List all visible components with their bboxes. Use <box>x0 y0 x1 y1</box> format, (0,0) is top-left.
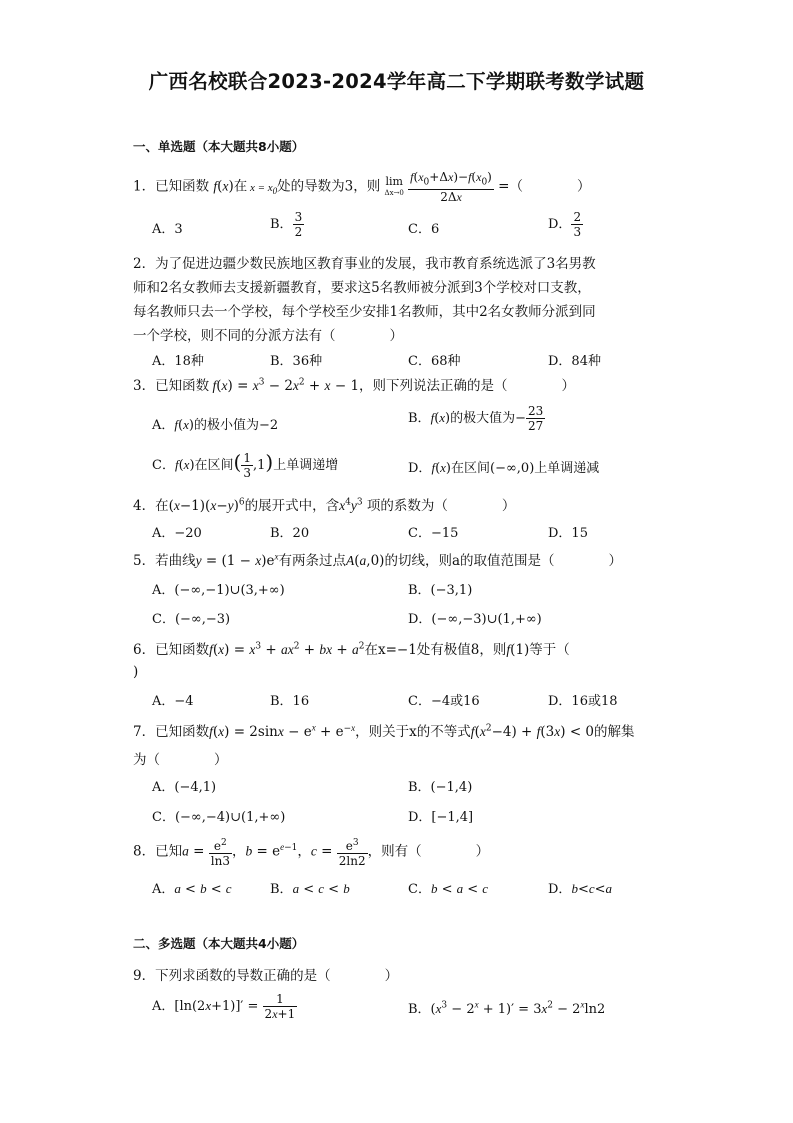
q2-option-d: D．84种 <box>548 354 601 369</box>
question-2-line-4: 一个学校，则不同的分派方法有（ ） <box>133 328 403 344</box>
q9-option-b: B．$(x^3 - 2^x + 1)' = 3x^2 - 2^x\ln 2$ <box>408 999 606 1017</box>
q6-option-c: C．−4或16 <box>408 694 480 709</box>
question-9: 9．下列求函数的导数正确的是（ ） <box>133 968 399 984</box>
question-2-line-3: 每名教师只去一个学校，每个学校至少安排1名教师，其中2名女教师分派到同 <box>133 304 596 320</box>
q5-option-a: A．(−∞,−1)∪(3,+∞) <box>152 583 285 598</box>
q3-option-c: C．f(x)在区间( $\frac{1}{3}$ ,1)上单调递增 <box>152 450 339 480</box>
q5-option-d: D．(−∞,−3)∪(1,+∞) <box>408 612 542 627</box>
q1-option-a: A．3 <box>152 222 183 237</box>
q1-option-c: C．6 <box>408 222 440 237</box>
q4-option-b: B．20 <box>270 526 310 541</box>
question-6: 6．已知函数$f(x) = x^3 + ax^2$ + bx + $a^2$在x=−1处有极值8，则f(1)等于（ <box>133 641 570 658</box>
section-heading-single: 一、单选题（本大题共8小题） <box>133 139 305 154</box>
question-7-line-2: 为（ ） <box>133 752 228 768</box>
question-3: 3．已知函数 $f(x) = x^3 - 2x^2 + x - 1$，则下列说法正确的是（ ） <box>133 377 576 394</box>
q8-option-b: B．a < c < b <box>270 881 350 897</box>
q8-option-c: C．b < a < c <box>408 881 489 897</box>
question-2-line-2: 师和2名女教师去支援新疆教育，要求这5名教师被分派到3个学校对口支教， <box>133 280 591 296</box>
q3-option-d: D．f(x)在区间(−∞,0)上单调递减 <box>408 460 600 476</box>
q1-option-d: D． $\frac{2}{3}$ <box>548 210 582 239</box>
question-6-close: ) <box>133 664 139 680</box>
q4-option-d: D．15 <box>548 526 588 541</box>
question-4: 4．在$(x-1)(x-y)^6$的展开式中，含$x^4y^3$ 项的系数为（ ） <box>133 497 516 514</box>
q7-option-c: C．(−∞,−4)∪(1,+∞) <box>152 810 286 825</box>
q4-option-c: C．−15 <box>408 526 459 541</box>
q1-option-b: B． $\frac{3}{2}$ <box>270 210 303 239</box>
q5-option-c: C．(−∞,−3) <box>152 612 231 627</box>
question-8: 8．已知a = $\frac{e^2}{\ln 3}$ ，$b = e^{e-1}$，c = $\frac{e^3}{2\ln 2}$ ，则有（ ） <box>133 838 490 868</box>
q3-option-b: B．f(x)的极大值为− $\frac{23}{27}$ <box>408 404 544 433</box>
q3-option-a: A．f(x)的极小值为−2 <box>152 417 279 433</box>
q8-option-d: D．b<c<a <box>548 881 613 897</box>
q8-option-a: A．a < b < c <box>152 881 232 897</box>
q7-option-d: D．[−1,4] <box>408 810 474 825</box>
question-7: 7．已知函数$f(x) = 2\sin x - e^x + e^{-x}$，则关于x的不等式$f(x^2-4) + f(3x) < 0$的解集 <box>133 722 635 740</box>
q7-option-a: A．(−4,1) <box>152 780 217 795</box>
q6-option-a: A．−4 <box>152 694 194 709</box>
q2-option-c: C．68种 <box>408 354 461 369</box>
q5-option-b: B．(−3,1) <box>408 583 473 598</box>
q4-option-a: A．−20 <box>152 526 202 541</box>
question-1: 1．已知函数 f(x)在 $x = x_0$处的导数为3，则 lim Δx→0 $\frac{f(x_0+\Delta x)-f(x_0)}{2\Delta x}$ =（ ） <box>133 170 591 205</box>
page-title: 广西名校联合2023-2024学年高二下学期联考数学试题 <box>148 70 645 93</box>
q6-option-b: B．16 <box>270 694 310 709</box>
q2-option-b: B．36种 <box>270 354 323 369</box>
q9-option-a: A．[ln(2x+1)]′ = $\frac{1}{2x+1}$ <box>152 992 296 1021</box>
q2-option-a: A．18种 <box>152 354 204 369</box>
question-2-line-1: 2．为了促进边疆少数民族地区教育事业的发展，我市教育系统选派了3名男教 <box>133 256 596 272</box>
q6-option-d: D．16或18 <box>548 694 618 709</box>
question-5: 5．若曲线$y = (1 - x)e^x$有两条过点A(a,0)的切线，则a的取值范围是（ ） <box>133 551 623 569</box>
section-heading-multi: 二、多选题（本大题共4小题） <box>133 936 305 951</box>
q7-option-b: B．(−1,4) <box>408 780 473 795</box>
